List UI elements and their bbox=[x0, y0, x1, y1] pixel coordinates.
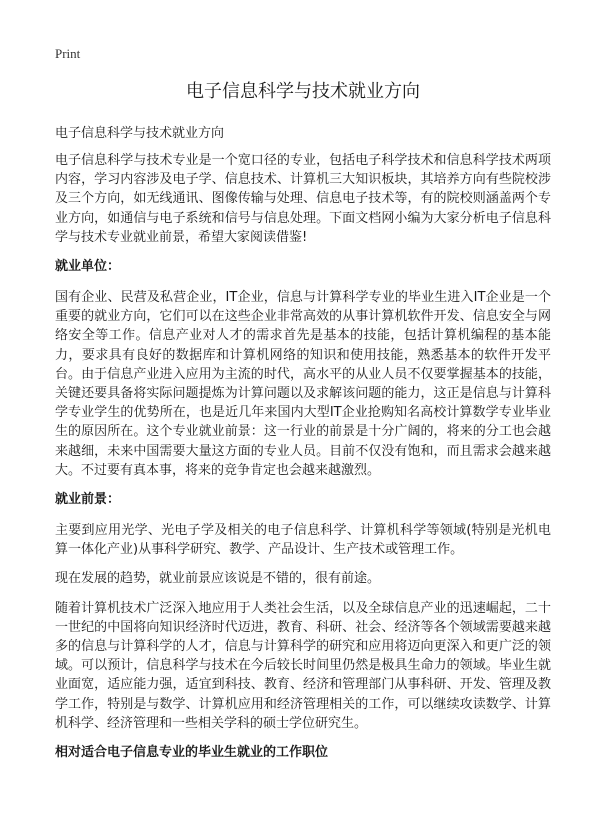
intro-paragraph: 电子信息科学与技术专业是一个宽口径的专业，包括电子科学技术和信息科学技术两项内容，学习内容涉及电子学、信息技术、计算机三大知识板块，其培养方向有些院校涉及三个方向，如无线通讯、图像传输与处理、信息电子技术等，有的院校则涵盖两个专业方向，如通信与电子系统和信号与信息处理。下面文档网小编为大家分析电子信息科学与技术专业就业前景，希望大家阅读借鉴! bbox=[55, 153, 551, 245]
employers-paragraph: 国有企业、民营及私营企业，IT企业，信息与计算科学专业的毕业生进入IT企业是一个重要的就业方向，它们可以在这些企业非常高效的从事计算机软件开发、信息安全与网络安全等工作。信息产业对人才的需求首先是基本的技能，包括计算机编程的基本能力，要求具有良好的数据库和计算机网络的知识和使用技能，熟悉基本的软件开发平台。由于信息产业进入应用为主流的时代，高水平的从业人员不仅要掌握基本的技能，关键还要具备将实际问题提炼为计算问题以及求解该问题的能力，这正是信息与计算科学专业学生的优势所在，也是近几年来国内大型IT企业抢购知名高校计算数学专业毕业生的原因所在。这个专业就业前景：这一行业的前景是十分广阔的，将来的分工也会越来越细，未来中国需要大量这方面的专业人员。目前不仅没有饱和，而且需求会越来越大。不过要有真本事，将来的竞争肯定也会越来越激烈。 bbox=[55, 290, 551, 478]
section-heading-prospects: 就业前景： bbox=[55, 492, 121, 508]
page-title: 电子信息科学与技术就业方向 bbox=[186, 81, 420, 102]
print-link[interactable]: Print bbox=[55, 46, 81, 61]
prospects-paragraph-fields: 主要到应用光学、光电子学及相关的电子信息科学、计算机科学等领域(特别是光机电算一体化产业)从事科学研究、教学、产品设计、生产技术或管理工作。 bbox=[55, 523, 551, 558]
section-heading-suitable-positions: 相对适合电子信息专业的毕业生就业的工作职位 bbox=[55, 745, 329, 761]
prospects-paragraph-outlook: 随着计算机技术广泛深入地应用于人类社会生活，以及全球信息产业的迅速崛起，二十一世纪的中国将向知识经济时代迈进，教育、科研、社会、经济等各个领域需要越来越多的信息与计算科学的人才，信息与计算科学的研究和应用将迈向更深入和更广泛的领域。可以预计，信息科学与技术在今后较长时间里仍然是极具生命力的领域。毕业生就业面宽，适应能力强，适宜到科技、教育、经济和管理部门从事科研、开发、管理及教学工作，特别是与数学、计算机应用和经济管理相关的工作，可以继续攻读数学、计算机科学、经济管理和一些相关学科的硕士学位研究生。 bbox=[55, 600, 551, 731]
document-subtitle: 电子信息科学与技术就业方向 bbox=[55, 126, 225, 141]
section-heading-employers: 就业单位： bbox=[55, 259, 121, 275]
prospects-paragraph-trend: 现在发展的趋势，就业前景应该说是不错的，很有前途。 bbox=[55, 571, 381, 587]
document-content bbox=[55, 80, 551, 774]
